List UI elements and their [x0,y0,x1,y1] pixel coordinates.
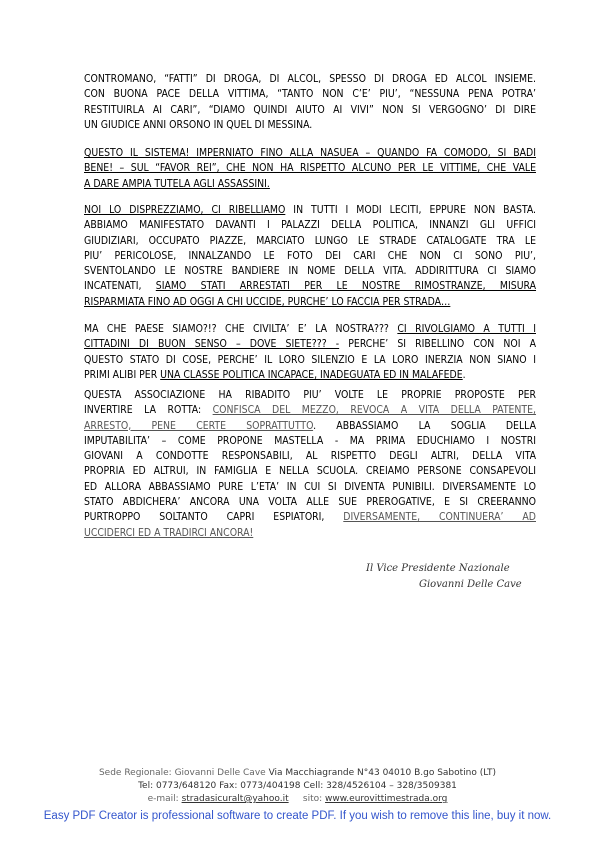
footer-address: Via Macchiagrande N°43 04010 B.go Sabotino (LT) [268,768,497,778]
text-line [84,337,536,352]
text-line: PROPRIA ED ALTRUI, IN FAMIGLIA E NELLA SCUOLA. CREIAMO PERSONE CONSAPEVOLI [84,465,536,478]
underlined-text-line: A DARE AMPIA TUTELA AGLI ASSASSINI. [84,177,270,190]
pdf-creator-banner: Easy PDF Creator is professional software to create PDF. If you wish to remove this line, buy it now. [43,810,552,822]
text-line: ED ALLORA ABBASSIAMO PURE L’ETA’ IN CUI SI DIVENTA PUNIBILI. DIVERSAMENTE LO [84,480,536,493]
signature-name: Giovanni Delle Cave [419,579,522,590]
text: PURTROPPO SOLTANTO CAPRI ESPIATORI, [84,511,344,524]
footer-sede-label: Sede Regionale: Giovanni Delle Cave [98,768,269,778]
underlined-text: UNA CLASSE POLITICA INCAPACE, INADEGUATA ED IN MALAFEDE [160,368,463,381]
text: . ABBASSIAMO LA SOGLIA DELLA [313,419,536,432]
text: . [462,368,466,381]
text-line [84,510,536,525]
text-line: CON BUONA PACE DELLA VITTIMA, “TANTO NON C’E’ PIU’, “NESSUNA PENA POTRA’ [84,88,536,101]
text-line: UN GIUDICE ANNI ORSONO IN QUEL DI MESSINA. [84,118,313,131]
footer-contact-line [0,793,595,806]
text: PRIMI ALIBI PER [84,368,161,381]
footer-address-line [0,767,595,780]
text-line: GIOVANI A CONDOTTE RESPONSABILI, AL RISPETTO DEGLI ALTRI, DELLA VITA [84,450,536,463]
text: PERCHE’ SI RIBELLINO CON NOI A [339,338,536,351]
underlined-text: CITTADINI DI BUON SENSO – DOVE SIETE??? - [84,338,340,351]
paragraph-4 [84,322,536,383]
paragraph-3 [84,203,536,310]
text-line: QUESTO STATO DI COSE, PERCHE’ IL LORO SILENZIO E LA LORO INERZIA NON SIANO I [84,353,536,366]
underlined-text: SIAMO STATI ARRESTATI PER LE NOSTRE RIMOSTRANZE, MISURA [155,280,537,293]
paragraph-1 [84,72,536,133]
text-line: CONTROMANO, “FATTI” DI DROGA, DI ALCOL, SPESSO DI DROGA ED ALCOL INSIEME. [84,73,536,85]
text-line [84,295,536,310]
underlined-text: CONFISCA DEL MEZZO, REVOCA A VITA DELLA PATENTE, [212,404,537,417]
text-line: IMPUTABILITA’ – COME PROPONE MASTELLA - MA PRIMA EDUCHIAMO I NOSTRI [84,434,536,447]
text: IN TUTTI I MODI LECITI, EPPURE NON BASTA. [285,204,536,216]
underlined-text-line: BENE! – SUL “FAVOR REI”, CHE NON HA RISPETTO ALCUNO PER LE VITTIME, CHE VALE [84,162,536,175]
underlined-text: CI RIVOLGIAMO A TUTTI I [397,323,536,335]
footer-site-label: sito: [288,794,326,804]
paragraph-2 [84,146,536,192]
text: INVERTIRE LA ROTTA: [84,404,213,417]
footer [0,767,595,806]
footer-email-link[interactable]: stradasicuralt@yahoo.it [181,794,289,804]
text-line [84,322,536,337]
underlined-text-line: QUESTO IL SISTEMA! IMPERNIATO FINO ALLA NASUEA – QUANDO FA COMODO, SI BADI [84,147,536,159]
text-line: QUESTA ASSOCIAZIONE HA RIBADITO PIU’ VOLTE LE PROPRIE PROPOSTE PER [84,389,536,401]
text: MA CHE PAESE SIAMO?!? CHE CIVILTA’ E’ LA NOSTRA??? [84,323,398,335]
underlined-text: UCCIDERCI ED A TRADIRCI ANCORA! [84,526,254,539]
text-line [84,419,536,434]
text-line [84,368,536,383]
text-line: ABBIAMO MANIFESTATO DAVANTI I PALAZZI DELLA POLITICA, INNANZI GLI UFFICI [84,219,536,232]
text-line [84,203,536,218]
signature-role: Il Vice Presidente Nazionale [366,563,510,574]
text-line: RESTITUIRLA AI CARI”, “DIAMO QUINDI AIUTO AI VIVI” NON SI VERGOGNO’ DI DIRE [84,103,536,116]
text: INCATENATI, [84,280,156,293]
footer-site-link[interactable]: www.eurovittimestrada.org [325,794,448,804]
footer-email-label: e-mail: [147,794,182,804]
underlined-text: ARRESTO, PENE CERTE SOPRATTUTTO [84,419,314,432]
text-line: GIUDIZIARI, OCCUPATO PIAZZE, MARCIATO LUNGO LE STRADE CATALOGATE TRA LE [84,234,536,247]
text-line: PIU’ PERICOLOSE, INNALZANDO LE FOTO DEI CARI CHE NON CI SONO PIU’, [84,249,536,262]
underlined-text: DIVERSAMENTE, CONTINUERA’ AD [343,511,536,524]
paragraph-5 [84,388,536,541]
underlined-text: NOI LO DISPREZZIAMO, CI RIBELLIAMO [84,204,286,216]
underlined-text: RISPARMIATA FINO AD OGGI A CHI UCCIDE, PURCHE’ LO FACCIA PER STRADA… [84,295,451,308]
text-line [84,403,536,418]
text-line [84,279,536,294]
text-line [84,526,536,541]
text-line: STATO ABDICHERA’ ANCORA UNA VOLTA ALLE SUE PREROGATIVE, E SI CREERANNO [84,496,536,509]
footer-phone-line: Tel: 0773/648120 Fax: 0773/404198 Cell: 328/4526104 – 328/3509381 [138,781,457,791]
text-line: SVENTOLANDO LE NOSTRE BANDIERE IN NOME DELLA VITA. ADDIRITTURA CI SIAMO [84,265,536,278]
